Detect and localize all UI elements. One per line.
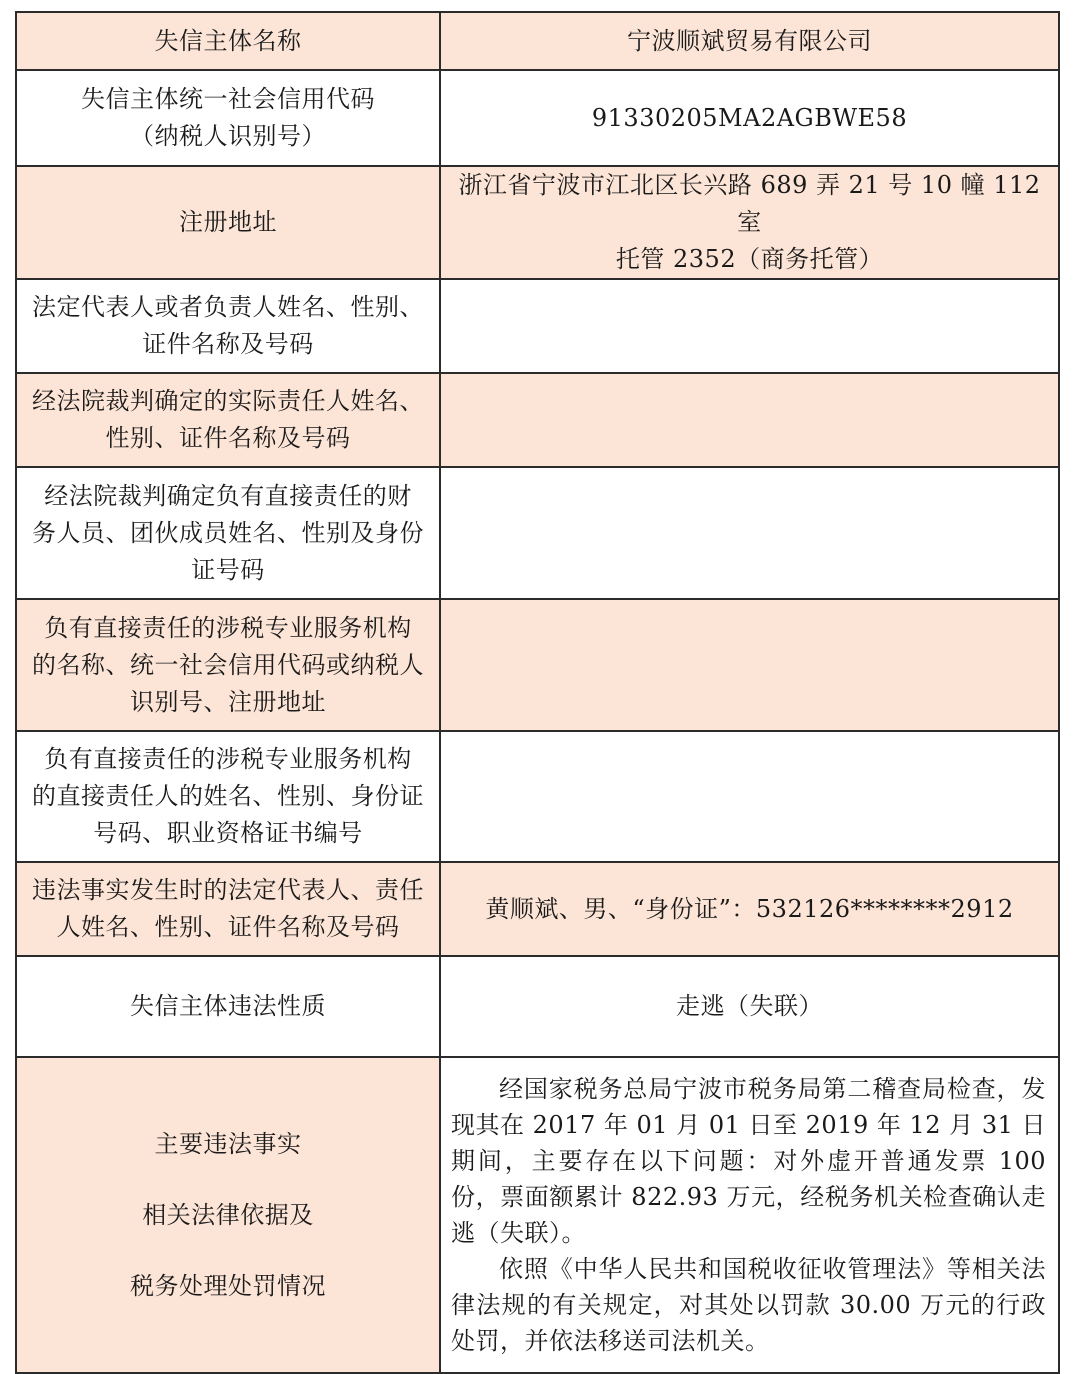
label-line: 负有直接责任的涉税专业服务机构 bbox=[44, 613, 412, 642]
row-label bbox=[16, 70, 440, 166]
label-line: 失信主体违法性质 bbox=[130, 992, 326, 1020]
violation-nature: 走逃（失联） bbox=[676, 992, 823, 1020]
table-row bbox=[16, 1057, 1059, 1373]
label-line: 证件名称及号码 bbox=[142, 330, 314, 358]
label-line: （纳税人识别号） bbox=[130, 122, 326, 150]
row-value-empty bbox=[440, 467, 1059, 599]
row-label bbox=[16, 12, 440, 70]
label-line: 经法院裁判确定的实际责任人姓名、 bbox=[32, 387, 424, 415]
row-label bbox=[16, 862, 440, 956]
label-line: 证号码 bbox=[191, 555, 265, 584]
facts-label: 税务处理处罚情况 bbox=[130, 1271, 326, 1300]
table-row bbox=[16, 862, 1059, 956]
row-value bbox=[440, 956, 1059, 1057]
legal-rep-info: 黄顺斌、男、“身份证”：532126********2912 bbox=[485, 894, 1014, 923]
row-label bbox=[16, 467, 440, 599]
table-row bbox=[16, 12, 1059, 70]
row-value-empty bbox=[440, 731, 1059, 862]
label-line: 违法事实发生时的法定代表人、责任 bbox=[32, 876, 424, 904]
row-label bbox=[16, 731, 440, 862]
label-line: 的直接责任人的姓名、性别、身份证 bbox=[32, 782, 424, 810]
row-value bbox=[440, 70, 1059, 166]
label-line: 经法院裁判确定负有直接责任的财 bbox=[44, 481, 412, 510]
company-name: 宁波顺斌贸易有限公司 bbox=[627, 26, 872, 55]
row-label bbox=[16, 166, 440, 279]
label-line: 法定代表人或者负责人姓名、性别、 bbox=[32, 293, 424, 321]
label-line: 失信主体统一社会信用代码 bbox=[81, 85, 375, 113]
row-value-empty bbox=[440, 599, 1059, 731]
row-label bbox=[16, 279, 440, 373]
facts-paragraph: 依照《中华人民共和国税收征收管理法》等相关法律法规的有关规定，对其处以罚款 30.00 万元的行政处罚，并依法移送司法机关。 bbox=[451, 1255, 1046, 1355]
row-label bbox=[16, 956, 440, 1057]
table-row bbox=[16, 956, 1059, 1057]
facts-labels bbox=[27, 1126, 429, 1305]
table-row bbox=[16, 599, 1059, 731]
table-row bbox=[16, 373, 1059, 467]
facts-label: 相关法律依据及 bbox=[142, 1200, 314, 1229]
table-row bbox=[16, 279, 1059, 373]
table-row bbox=[16, 70, 1059, 166]
row-value bbox=[440, 166, 1059, 279]
label-line: 失信主体名称 bbox=[154, 26, 302, 55]
credit-code: 91330205MA2AGBWE58 bbox=[591, 103, 908, 132]
address-line: 浙江省宁波市江北区长兴路 689 弄 21 号 10 幢 112 室 bbox=[458, 171, 1041, 236]
row-label bbox=[16, 599, 440, 731]
row-value bbox=[440, 12, 1059, 70]
label-line: 识别号、注册地址 bbox=[130, 687, 326, 716]
row-label bbox=[16, 1057, 440, 1373]
row-label bbox=[16, 373, 440, 467]
label-line: 的名称、统一社会信用代码或纳税人 bbox=[32, 650, 424, 679]
credit-info-table bbox=[15, 11, 1060, 1374]
label-line: 人姓名、性别、证件名称及号码 bbox=[56, 913, 400, 941]
label-line: 性别、证件名称及号码 bbox=[105, 424, 351, 452]
address-line: 托管 2352（商务托管） bbox=[615, 245, 884, 273]
facts-paragraph: 经国家税务总局宁波市税务局第二稽查局检查，发现其在 2017 年 01 月 01 日至 2019 年 12 月 31 日期间，主要存在以下问题：对外虚开普通发票 100 份，票面额累计 822.93 万元，经税务机关检查确认走逃（失联）。 bbox=[451, 1075, 1046, 1247]
label-line: 务人员、团伙成员姓名、性别及身份 bbox=[32, 518, 424, 547]
row-value-empty bbox=[440, 279, 1059, 373]
label-line: 负有直接责任的涉税专业服务机构 bbox=[44, 745, 412, 773]
row-value-empty bbox=[440, 373, 1059, 467]
table-row bbox=[16, 166, 1059, 279]
label-line: 号码、职业资格证书编号 bbox=[93, 819, 363, 847]
facts-label: 主要违法事实 bbox=[154, 1129, 302, 1158]
label-line: 注册地址 bbox=[179, 208, 277, 236]
table-row bbox=[16, 731, 1059, 862]
row-value bbox=[440, 862, 1059, 956]
table-row bbox=[16, 467, 1059, 599]
facts-text bbox=[440, 1057, 1059, 1373]
